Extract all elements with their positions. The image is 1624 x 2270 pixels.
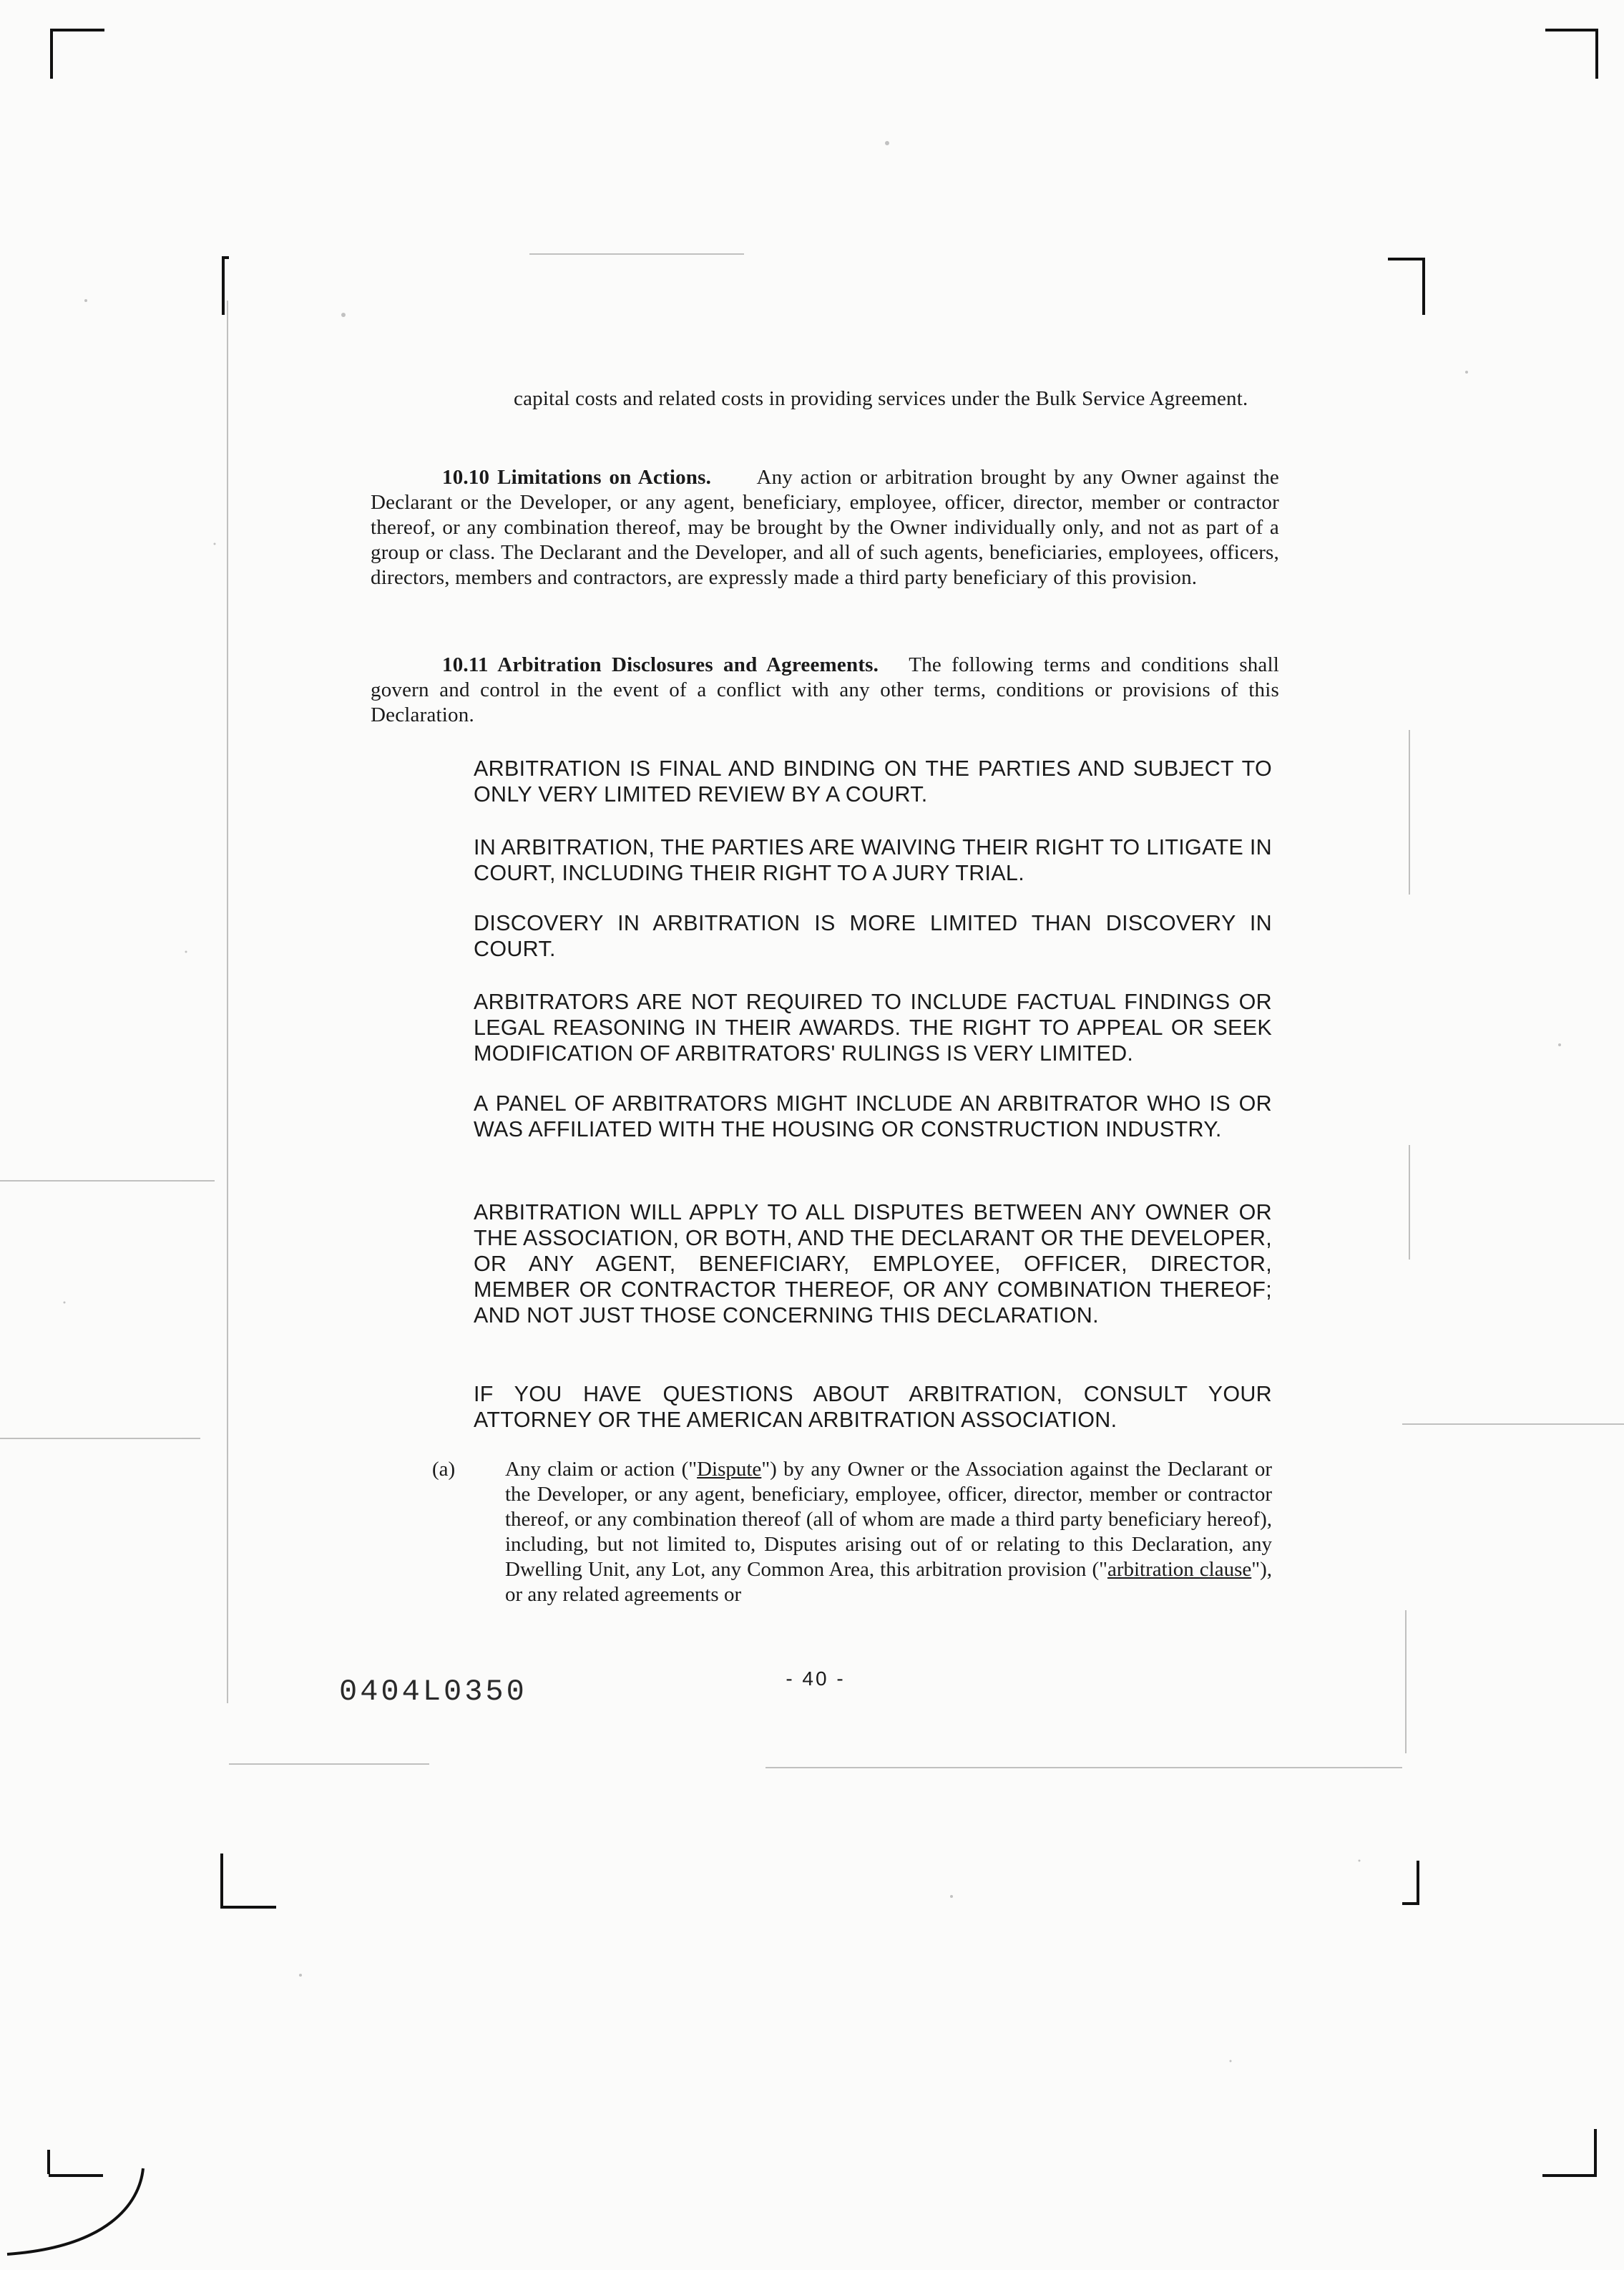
section-10-11 [371, 653, 1279, 728]
document-stamp-number: 0404L0350 [339, 1675, 527, 1709]
disclosure-paragraph: IF YOU HAVE QUESTIONS ABOUT ARBITRATION, CONSULT YOUR ATTORNEY OR THE AMERICAN ARBITRATION ASSOCIATION. [474, 1382, 1272, 1432]
disclosure-paragraph: IN ARBITRATION, THE PARTIES ARE WAIVING THEIR RIGHT TO LITIGATE IN COURT, INCLUDING THEIR RIGHT TO A JURY TRIAL. [474, 835, 1272, 885]
section-10-11-body: The following terms and conditions shall govern and control in the event of a conflict with any other terms, conditions or provisions of this Declaration. [371, 653, 1279, 726]
section-10-10-heading: 10.10 Limitations on Actions. [442, 466, 712, 489]
section-10-11-heading: 10.11 Arbitration Disclosures and Agreements. [442, 653, 879, 676]
continuation-paragraph [514, 386, 1279, 411]
continuation-text: capital costs and related costs in providing services under the Bulk Service Agreement. [514, 387, 1248, 410]
disclosure-paragraph: A PANEL OF ARBITRATORS MIGHT INCLUDE AN ARBITRATOR WHO IS OR WAS AFFILIATED WITH THE HOUSING OR CONSTRUCTION INDUSTRY. [474, 1091, 1272, 1141]
item-a-label: (a) [432, 1458, 456, 1481]
item-a-text [505, 1457, 1272, 1607]
item-a-text-part: "), or any related agreements or [505, 1558, 1272, 1606]
disclosure-paragraph: ARBITRATION IS FINAL AND BINDING ON THE PARTIES AND SUBJECT TO ONLY VERY LIMITED REVIEW BY A COURT. [474, 756, 1272, 807]
page-number: - 40 - [786, 1667, 846, 1690]
disclosure-paragraph: ARBITRATION WILL APPLY TO ALL DISPUTES BETWEEN ANY OWNER OR THE ASSOCIATION, OR BOTH, AND THE DECLARANT OR THE DEVELOPER, OR ANY AGENT, BENEFICIARY, EMPLOYEE, OFFICER, DIRECTOR, MEMBER OR CONTRACTOR THEREOF, OR ANY COMBINATION THEREOF; AND NOT JUST THOSE CONCERNING THIS DECLARATION. [474, 1200, 1272, 1328]
disclosure-paragraph: DISCOVERY IN ARBITRATION IS MORE LIMITED THAN DISCOVERY IN COURT. [474, 911, 1272, 961]
item-a-text-part: Any claim or action (" [505, 1458, 698, 1481]
defined-term-arbitration-clause: arbitration clause [1107, 1558, 1252, 1581]
section-10-10-body: Any action or arbitration brought by any Owner against the Declarant or the Developer, or any agent, beneficiary, employee, officer, director, member or contractor thereof, or any combination thereof, may be brought by the Owner individually only, and not as part of a group or class. The Declarant and the Developer, and all of such agents, beneficiaries, employees, officers, directors, members and contractors, are expressly made a third party beneficiary of this provision. [371, 466, 1279, 589]
section-10-10 [371, 465, 1279, 590]
defined-term-dispute: Dispute [697, 1458, 762, 1481]
disclosure-paragraph: ARBITRATORS ARE NOT REQUIRED TO INCLUDE FACTUAL FINDINGS OR LEGAL REASONING IN THEIR AWARDS. THE RIGHT TO APPEAL OR SEEK MODIFICATION OF ARBITRATORS' RULINGS IS VERY LIMITED. [474, 990, 1272, 1066]
item-a-text-part: ") by any Owner or the Association against the Declarant or the Developer, or any agent, beneficiary, employee, officer, director, member or contractor thereof, or any combination thereof (all of whom are made a third party beneficiary hereof), including, but not limited to, Disputes arising out of or relating to this Declaration, any Dwelling Unit, any Lot, any Common Area, this arbitration provision (" [505, 1458, 1272, 1581]
